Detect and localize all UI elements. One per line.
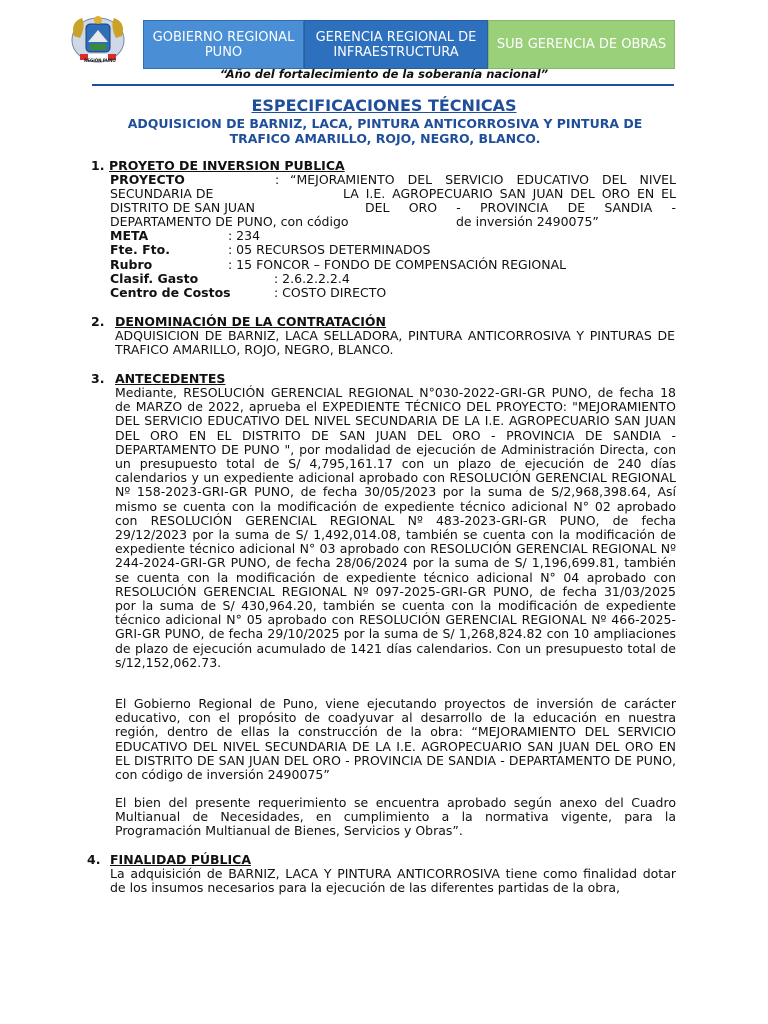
section-title: PROYETO DE INVERSION PUBLICA: [109, 158, 345, 173]
proyecto-line-1: “MEJORAMIENTO DEL SERVICIO EDUCATIVO DEL NIVEL: [290, 172, 676, 187]
section-3-paragraph-1: Mediante, RESOLUCIÓN GERENCIAL REGIONAL N°030-2022-GRI-GR PUNO, de fecha 18 de MARZO de 2022, aprueba el EXPEDIENTE TÉCNICO DEL PROYECTO: "MEJORAMIENTO DEL SERVICIO EDUCATIVO DEL NIVEL SECUNDARIA DE LA I.E. AGROPECUARIO SAN JUAN DEL ORO EN EL DISTRITO DE SAN JUAN DEL ORO - PROVINCIA DE SANDIA - DEPARTAMENTO DE PUNO ", por modalidad de ejecución de Administración Directa, con un presupuesto total de S/ 4,795,161.17 con un plazo de ejecución de 240 días calendarios y un expediente adicional aprobado con RESOLUCIÓN GERENCIAL REGIONAL Nº 158-2023-GRI-GR PUNO, de fecha 30/05/2023 por la suma de S/2,968,398.64, Así mismo se cuenta con la modificación de expediente técnico adicional N° 02 aprobado con RESOLUCIÓN GERENCIAL REGIONAL Nº 483-2023-GRI-GR PUNO, de fecha 29/12/2023 por la suma de S/ 1,492,014.08, también se cuenta con la modificación de expediente técnico adicional N° 03 aprobado con RESOLUCIÓN GERENCIAL REGIONAL Nº 244-2024-GRI-GR PUNO, de fecha 28/06/2024 por la suma de S/ 1,196,699.81, también se cuenta con la modificación de expediente técnico adicional N° 04 aprobado con RESOLUCIÓN GERENCIAL REGIONAL Nº 097-2025-GRI-GR PUNO, de fecha 31/03/2025 por la suma de S/ 430,964.20, también se cuenta con la modificación de expediente técnico adicional N° 05 aprobado con RESOLUCIÓN GERENCIAL REGIONAL Nº 466-2025-GRI-GR PUNO, de fecha 29/10/2025 por la suma de S/ 1,268,824.82 con 10 ampliaciones de plazo de ejecución acumulado de 1421 días calendarios. Con un presupuesto total de s/12,152,062.73.: [115, 385, 676, 670]
section-title: ANTECEDENTES: [115, 371, 226, 386]
proyecto-line-4b: de inversión 2490075”: [456, 214, 599, 229]
section-4-text: La adquisición de BARNIZ, LACA Y PINTURA ANTICORROSIVA tiene como finalidad dotar de los insumos necesarios para la ejecución de las diferentes partidas de la obra,: [110, 866, 676, 896]
section-2-text: ADQUISICION DE BARNIZ, LACA SELLADORA, PINTURA ANTICORROSIVA Y PINTURAS DE TRAFICO AMARILLO, ROJO, NEGRO, BLANCO.: [115, 328, 675, 358]
section-4-heading: [87, 852, 251, 867]
centro-value: : COSTO DIRECTO: [274, 285, 387, 300]
section-2-heading: [91, 314, 386, 329]
document-subtitle: ADQUISICION DE BARNIZ, LACA, PINTURA ANTICORROSIVA Y PINTURA DE TRAFICO AMARILLO, ROJO, NEGRO, BLANCO.: [127, 116, 643, 146]
meta-label: META: [110, 228, 149, 243]
section-number: 1.: [91, 158, 105, 173]
section-number: 4.: [87, 852, 101, 867]
proyecto-line-2a: SECUNDARIA DE: [110, 186, 214, 201]
centro-label: Centro de Costos: [110, 285, 231, 300]
section-3-heading: [91, 371, 225, 386]
header-divider: [92, 84, 674, 86]
proyecto-line-2b: LA I.E. AGROPECUARIO SAN JUAN DEL ORO EN EL: [343, 186, 676, 201]
section-title: DENOMINACIÓN DE LA CONTRATACIÓN: [115, 314, 387, 329]
clasif-value: : 2.6.2.2.2.4: [274, 271, 350, 286]
rubro-value: : 15 FONCOR – FONDO DE COMPENSACIÓN REGIONAL: [228, 257, 567, 272]
header-box-gerencia: GERENCIA REGIONAL DE INFRAESTRUCTURA: [304, 20, 488, 69]
proyecto-line-3b: DEL ORO - PROVINCIA DE SANDIA -: [365, 200, 676, 215]
proyecto-line-3a: DISTRITO DE SAN JUAN: [110, 200, 255, 215]
proyecto-separator: :: [275, 172, 280, 187]
document-title: ESPECIFICACIONES TÉCNICAS: [251, 96, 517, 115]
section-number: 2.: [91, 314, 105, 329]
fte-label: Fte. Fto.: [110, 242, 170, 257]
section-3-paragraph-2: El Gobierno Regional de Puno, viene ejecutando proyectos de inversión de carácter educativo, con el propósito de coadyuvar al desarrollo de la educación en nuestra región, dentro de ellas la construcción de la obra: “MEJORAMIENTO DEL SERVICIO EDUCATIVO DEL NIVEL SECUNDARIA DE LA I.E. AGROPECUARIO SAN JUAN DEL ORO EN EL DISTRITO DE SAN JUAN DEL ORO - PROVINCIA DE SANDIA - DEPARTAMENTO DE PUNO, con código de inversión 2490075”: [115, 696, 676, 783]
fte-value: : 05 RECURSOS DETERMINADOS: [228, 242, 431, 257]
meta-value: : 234: [228, 228, 261, 243]
clasif-label: Clasif. Gasto: [110, 271, 199, 286]
year-motto: “Año del fortalecimiento de la soberanía nacional”: [219, 67, 549, 81]
header-box-gobierno: GOBIERNO REGIONAL PUNO: [143, 20, 304, 69]
section-title: FINALIDAD PÚBLICA: [110, 852, 252, 867]
logo-caption: REGIÓN PUNO: [84, 58, 116, 63]
rubro-label: Rubro: [110, 257, 153, 272]
header-box-subgerencia: SUB GERENCIA DE OBRAS: [488, 20, 675, 69]
section-number: 3.: [91, 371, 105, 386]
proyecto-label: PROYECTO: [110, 172, 185, 187]
document-header: [0, 0, 768, 90]
proyecto-line-4a: DEPARTAMENTO DE PUNO, con código: [110, 214, 349, 229]
section-3-paragraph-3: El bien del presente requerimiento se encuentra aprobado según anexo del Cuadro Multianual de Necesidades, en cumplimiento a la normativa vigente, para la Programación Multianual de Bienes, Servicios y Obras”.: [115, 795, 676, 839]
section-1-heading: [91, 158, 345, 173]
